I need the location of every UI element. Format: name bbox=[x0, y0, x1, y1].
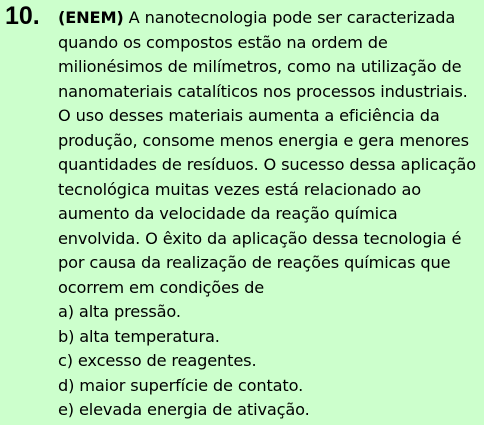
stem-line: quando os compostos estão na ordem de bbox=[58, 32, 388, 52]
option-e: e) elevada energia de ativação. bbox=[58, 400, 310, 419]
stem-first-line-text: A nanotecnologia pode ser caracterizada bbox=[123, 8, 456, 27]
stem-line: por causa da realização de reações químicas que bbox=[58, 253, 451, 272]
exam-source: (ENEM) bbox=[58, 8, 124, 27]
stem-line: tecnológica muitas vezes está relacionado ao bbox=[58, 179, 421, 199]
stem-line: quantidades de resíduos. O sucesso dessa aplicação bbox=[58, 155, 477, 174]
option-c: c) excesso de reagentes. bbox=[58, 351, 257, 370]
stem-line: aumento da velocidade da reação química bbox=[58, 204, 398, 223]
stem-line: milionésimos de milímetros, como na utilização de bbox=[58, 57, 462, 76]
option-d: d) maior superfície de contato. bbox=[58, 375, 304, 395]
stem-line: ocorrem em condições de bbox=[58, 277, 265, 297]
stem-line: produção, consome menos energia e gera menores bbox=[58, 130, 469, 150]
stem-line: nanomateriais catalíticos nos processos industriais. bbox=[58, 81, 468, 101]
stem-line bbox=[58, 6, 482, 31]
option-a: a) alta pressão. bbox=[58, 302, 181, 321]
stem-line: O uso desses materiais aumenta a eficiência da bbox=[58, 106, 440, 125]
stem-line: envolvida. O êxito da aplicação dessa tecnologia é bbox=[58, 228, 462, 248]
option-b: b) alta temperatura. bbox=[58, 326, 220, 346]
question-body bbox=[58, 6, 482, 423]
question-number: 10. bbox=[5, 2, 40, 30]
